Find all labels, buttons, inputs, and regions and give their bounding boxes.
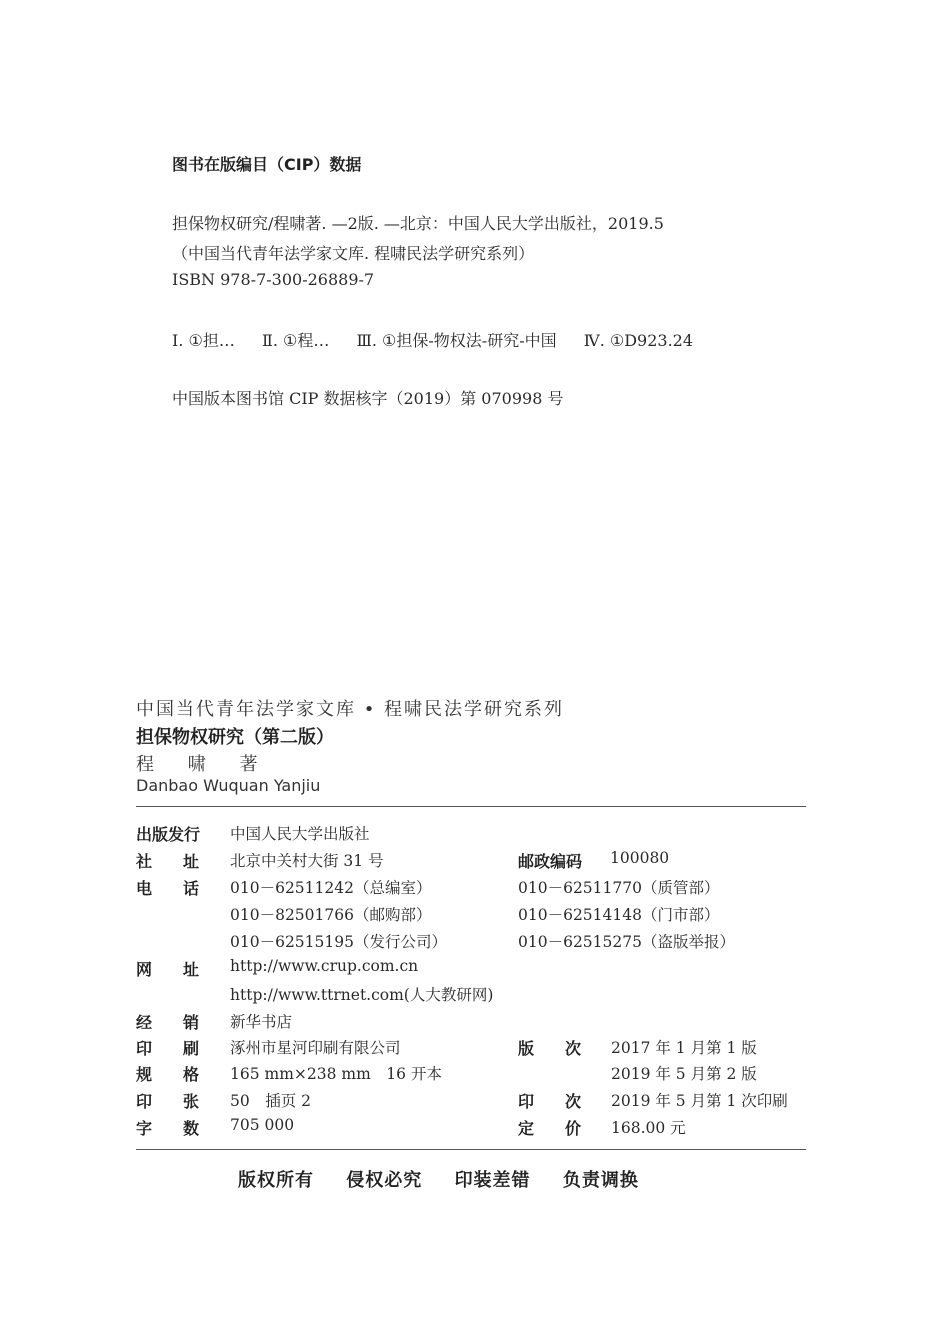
postcode-value: 100080 [610, 849, 670, 867]
phone-value: 010－62511770（质管部） [518, 879, 720, 897]
website-link[interactable]: http://www.ttrnet.com(人大教研网) [230, 986, 494, 1004]
price-label: 定价 [518, 1119, 613, 1138]
printer-label: 印刷 [136, 1039, 231, 1058]
cip-classification [172, 328, 715, 351]
edition-value: 2017 年 1 月第 1 版 [611, 1039, 757, 1057]
cip-title: 图书在版编目（CIP）数据 [172, 155, 362, 174]
class-item: Ⅱ. ①程… [261, 331, 330, 350]
cip-isbn: ISBN 978-7-300-26889-7 [172, 270, 375, 289]
phone-value: 010－62515275（盗版举报） [518, 933, 735, 951]
printer-value: 涿州市星河印刷有限公司 [230, 1039, 401, 1057]
book-title: 担保物权研究（第二版） [136, 727, 334, 748]
cip-main-entry: 担保物权研究/程啸著. —2版. —北京：中国人民大学出版社，2019.5 [172, 214, 664, 233]
word-count-label: 字数 [136, 1119, 231, 1138]
distributor-label: 经销 [136, 1013, 231, 1032]
phone-value: 010－82501766（邮购部） [230, 906, 432, 924]
impression-label: 印次 [518, 1092, 613, 1111]
spec-value: 165 mm×238 mm 16 开本 [230, 1065, 442, 1083]
edition-label: 版次 [518, 1039, 613, 1058]
slogan-phrase: 侵权必究 [346, 1170, 423, 1191]
website-link[interactable]: http://www.crup.com.cn [230, 957, 419, 975]
class-item: Ⅰ. ①担… [172, 331, 235, 350]
price-value: 168.00 元 [611, 1119, 686, 1137]
sheets-label: 印张 [136, 1092, 231, 1111]
book-author: 程 啸 著 [136, 754, 272, 775]
phone-value: 010－62514148（门市部） [518, 906, 720, 924]
publisher-label: 出版发行 [136, 825, 201, 844]
impression-value: 2019 年 5 月第 1 次印刷 [611, 1092, 788, 1110]
class-item: Ⅳ. ①D923.24 [583, 331, 694, 350]
slogan-phrase: 版权所有 [238, 1170, 314, 1191]
slogan-phrase: 负责调换 [562, 1170, 639, 1191]
cip-record-number: 中国版本图书馆 CIP 数据核字（2019）第 070998 号 [172, 389, 564, 408]
publisher-value: 中国人民大学出版社 [230, 825, 370, 843]
distributor-value: 新华书店 [230, 1013, 293, 1031]
slogan-phrase: 印装差错 [454, 1170, 531, 1191]
edition-value: 2019 年 5 月第 2 版 [611, 1065, 757, 1083]
cip-series-entry: （中国当代青年法学家文库. 程啸民法学研究系列） [172, 244, 535, 263]
book-pinyin-title: Danbao Wuquan Yanjiu [136, 776, 321, 795]
class-item: Ⅲ. ①担保-物权法-研究-中国 [356, 331, 557, 350]
series-title: 中国当代青年法学家文库 • 程啸民法学研究系列 [136, 699, 565, 720]
divider-bottom [136, 1149, 806, 1150]
spec-label: 规格 [136, 1065, 231, 1084]
website-label: 网址 [136, 960, 231, 979]
phone-value: 010－62515195（发行公司） [230, 933, 447, 951]
address-value: 北京中关村大街 31 号 [230, 852, 384, 870]
postcode-label: 邮政编码 [518, 852, 583, 871]
phone-label: 电话 [136, 879, 231, 898]
copyright-slogan [238, 1166, 665, 1192]
divider-top [136, 806, 806, 807]
address-label: 社址 [136, 852, 231, 871]
sheets-value: 50 插页 2 [230, 1092, 312, 1110]
word-count-value: 705 000 [230, 1116, 295, 1134]
phone-value: 010－62511242（总编室） [230, 879, 432, 897]
